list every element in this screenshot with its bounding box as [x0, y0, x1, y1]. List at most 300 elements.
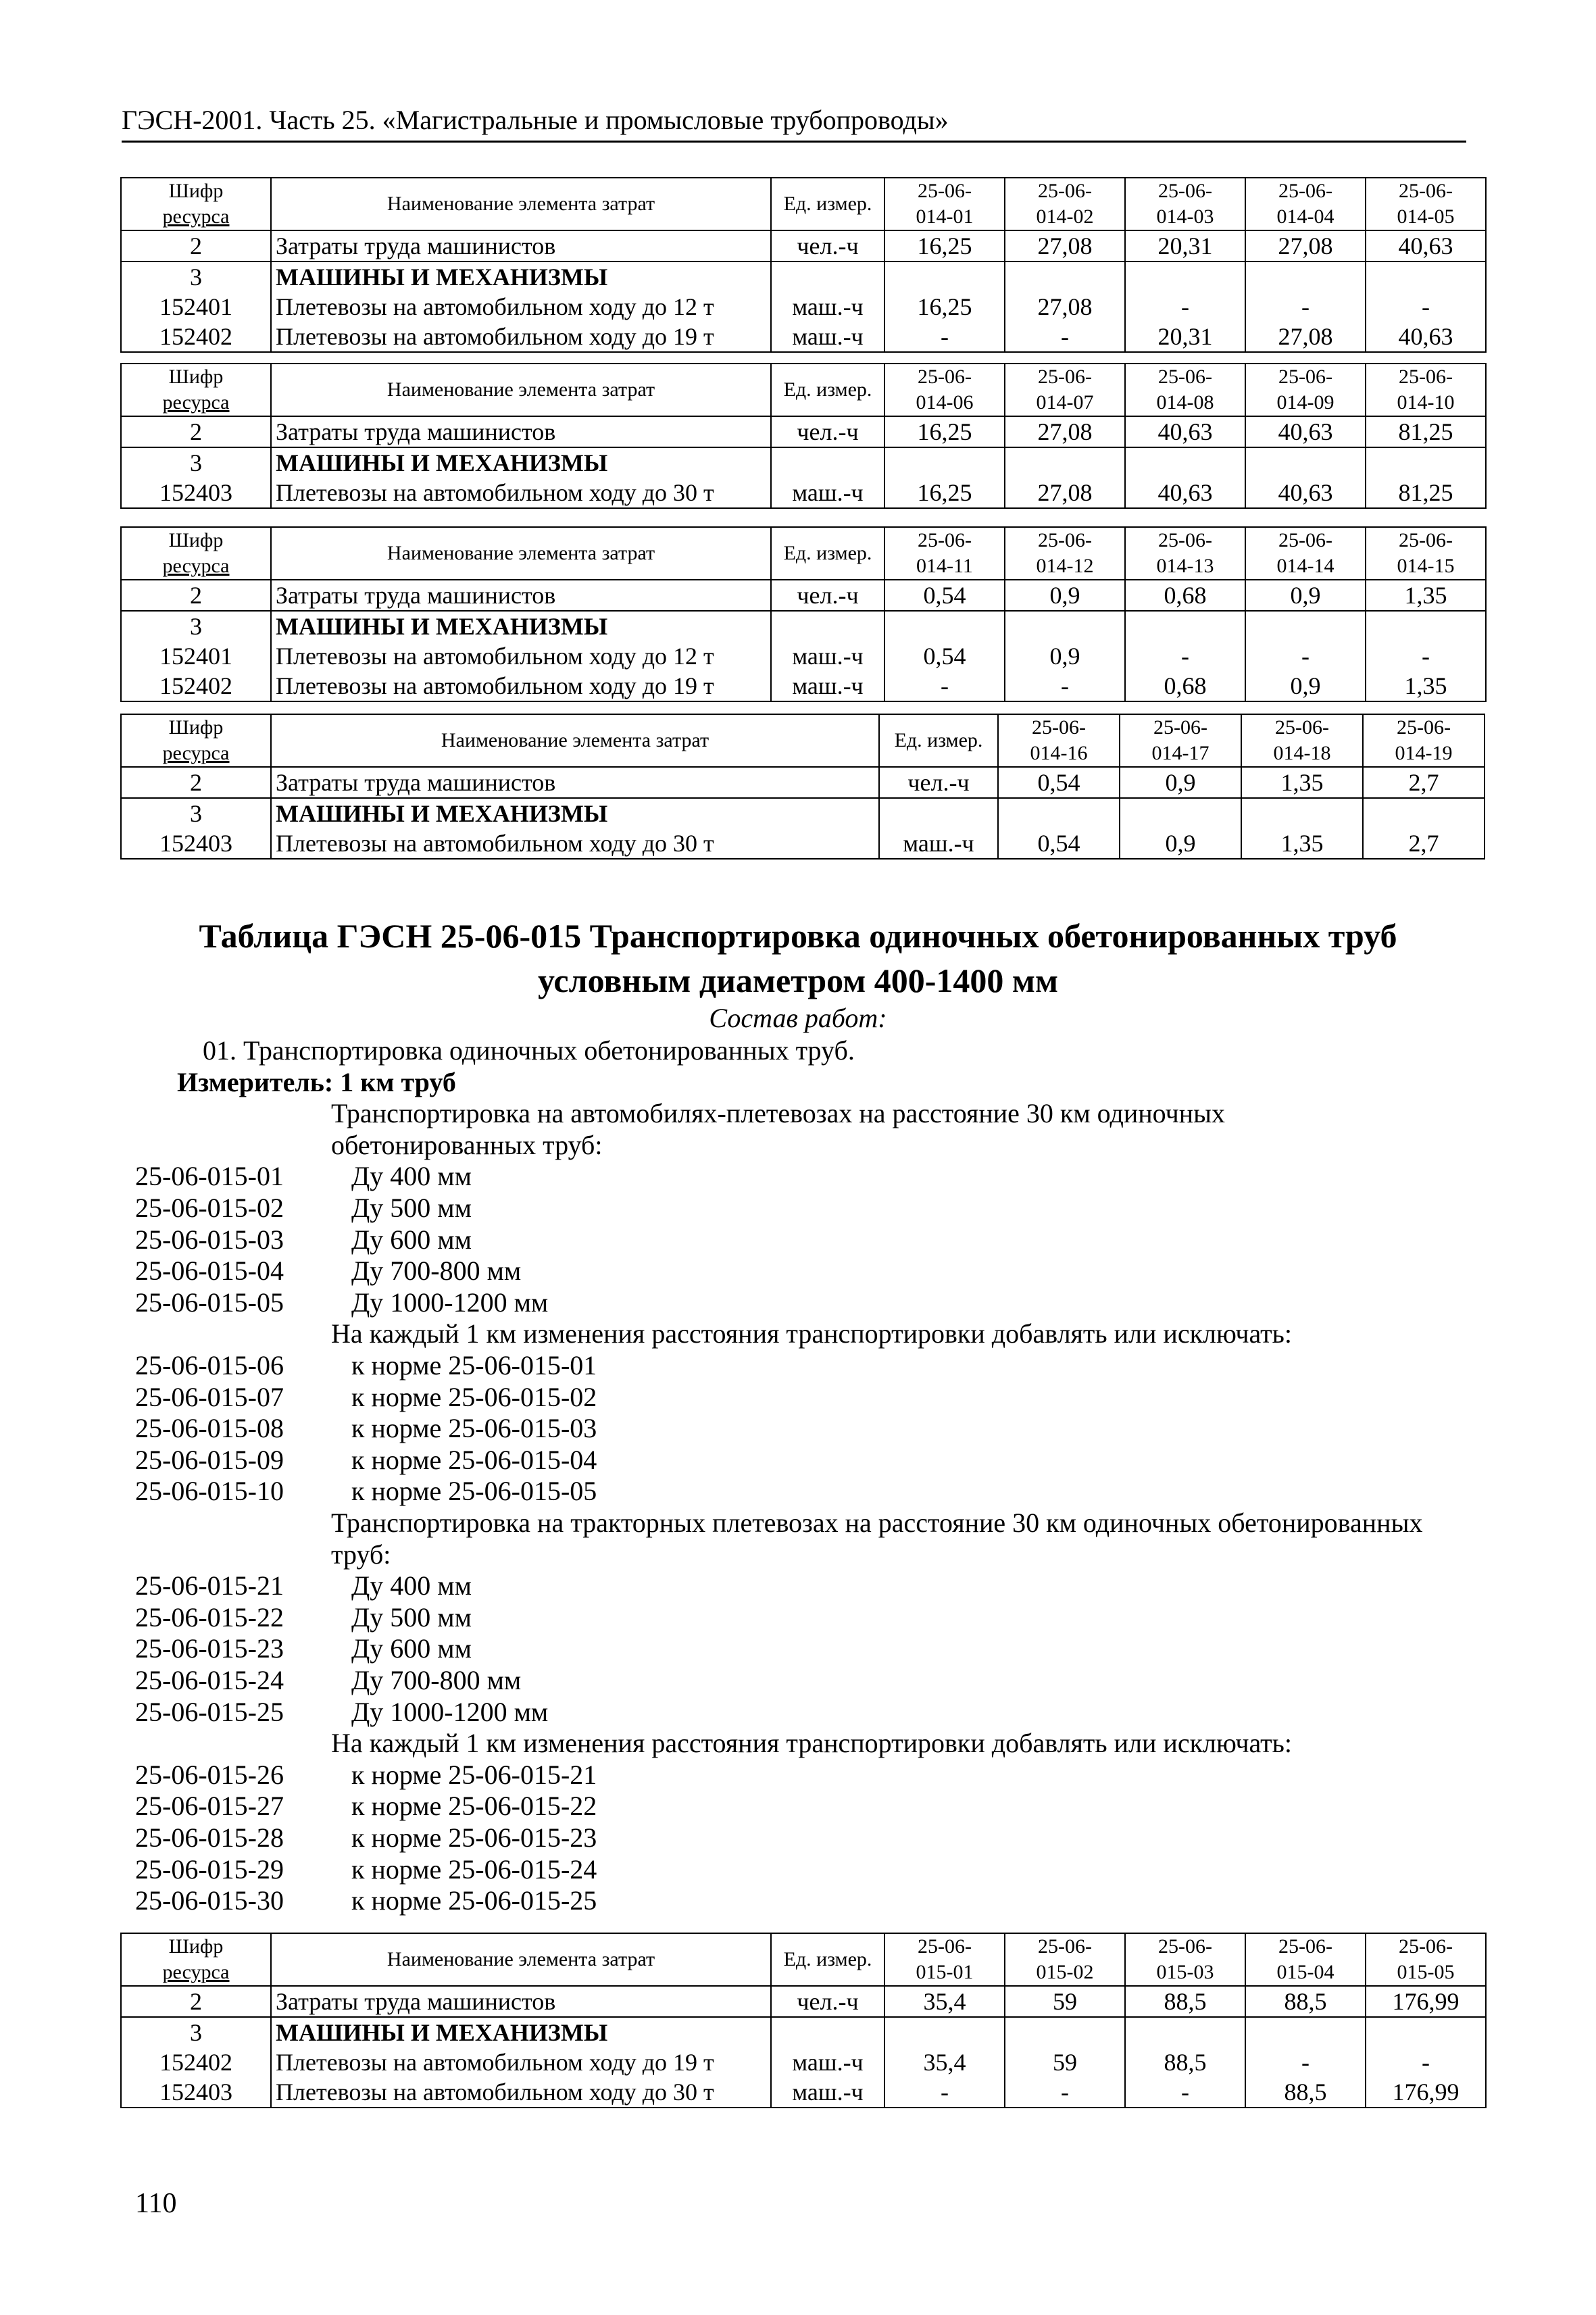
header-norm-code [1125, 1933, 1245, 1986]
header-norm-code [1363, 714, 1485, 767]
norm-code-line: 25-06- [1158, 180, 1212, 202]
norm-code-line: 25-06- [1399, 180, 1453, 202]
resource-code: 152403 [121, 2077, 271, 2108]
norm-code-line: 25-06- [1038, 1935, 1092, 1958]
norm-value: 27,08 [1245, 230, 1366, 262]
element-name: Плетевозы на автомобильном ходу до 30 т [271, 828, 879, 859]
norm-code-line: 014-05 [1397, 205, 1455, 228]
header-code-line: ресурса [162, 391, 230, 414]
header-norm-code [884, 527, 1005, 580]
element-name: МАШИНЫ И МЕХАНИЗМЫ [271, 2017, 771, 2047]
norm-code-line: 25-06- [1038, 180, 1092, 202]
norm-code-line: 25-06- [918, 180, 972, 202]
machine-row [121, 322, 1486, 352]
unit: чел.-ч [771, 1986, 884, 2017]
norm-description: к норме 25-06-015-02 [351, 1381, 597, 1412]
group-intro: На каждый 1 км изменения расстояния транспортировки добавлять или исключать: [331, 1728, 1293, 1759]
norm-code-line: 014-09 [1276, 391, 1335, 414]
norm-value: 16,25 [884, 478, 1005, 508]
work-composition-heading: Состав работ: [709, 1003, 887, 1033]
header-resource-code [121, 714, 271, 767]
norm-code: 25-06-015-09 [135, 1444, 284, 1475]
machine-row [121, 2077, 1486, 2108]
norm-value: 40,63 [1245, 478, 1366, 508]
norm-value: 0,9 [1120, 828, 1241, 859]
norm-value: - [884, 322, 1005, 352]
element-name: Плетевозы на автомобильном ходу до 12 т [271, 641, 771, 671]
norm-value [1366, 611, 1486, 641]
resource-code: 3 [121, 262, 271, 292]
group-intro: обетонированных труб: [331, 1129, 603, 1160]
norm-code: 25-06-015-06 [135, 1350, 284, 1380]
norm-value [1363, 798, 1485, 828]
header-norm-code [1366, 178, 1486, 230]
norm-value: - [1366, 292, 1486, 322]
header-element-name: Наименование элемента затрат [271, 527, 771, 580]
header-resource-code [121, 178, 271, 230]
norm-value: 59 [1005, 2047, 1125, 2077]
norm-value: - [1245, 2047, 1366, 2077]
section-title [0, 914, 1596, 1003]
unit [771, 262, 884, 292]
unit: маш.-ч [771, 641, 884, 671]
header-code-line: Шифр [168, 366, 224, 388]
norm-code-line: 014-16 [1030, 742, 1088, 764]
header-unit: Ед. измер. [771, 178, 884, 230]
resource-code: 152402 [121, 671, 271, 701]
header-unit: Ед. измер. [879, 714, 998, 767]
norm-value [1245, 611, 1366, 641]
header-norm-code [1245, 178, 1366, 230]
header-norm-code [1245, 527, 1366, 580]
element-name: Плетевозы на автомобильном ходу до 19 т [271, 671, 771, 701]
resource-code: 152403 [121, 828, 271, 859]
norm-value: 0,9 [1245, 580, 1366, 611]
norm-code-line: 014-01 [916, 205, 974, 228]
norm-code-line: 014-04 [1276, 205, 1335, 228]
machine-row [121, 671, 1486, 701]
unit [771, 2017, 884, 2047]
table-header-row [121, 364, 1486, 416]
norm-code-line: 25-06- [1399, 529, 1453, 551]
element-name: Плетевозы на автомобильном ходу до 30 т [271, 2077, 771, 2108]
norm-code-line: 014-10 [1397, 391, 1455, 414]
norm-value: 88,5 [1125, 1986, 1245, 2017]
norm-value: 35,4 [884, 1986, 1005, 2017]
norm-code-line: 25-06- [1278, 529, 1332, 551]
norm-code-line: 015-03 [1156, 1961, 1214, 1983]
norm-value [1245, 262, 1366, 292]
norm-code: 25-06-015-21 [135, 1570, 284, 1601]
norm-code: 25-06-015-10 [135, 1476, 284, 1507]
resource-table [120, 714, 1485, 860]
norm-code: 25-06-015-22 [135, 1601, 284, 1633]
norm-code: 25-06-015-30 [135, 1885, 284, 1916]
norm-value: 27,08 [1005, 478, 1125, 508]
norm-code-line: 25-06- [918, 529, 972, 551]
header-norm-code [884, 178, 1005, 230]
norm-value: 1,35 [1366, 671, 1486, 701]
header-norm-code [1120, 714, 1241, 767]
norm-value: - [1125, 641, 1245, 671]
norm-value: 40,63 [1245, 416, 1366, 447]
norm-description: к норме 25-06-015-23 [351, 1822, 597, 1853]
resource-table [120, 1933, 1487, 2108]
norm-value: 40,63 [1125, 416, 1245, 447]
norm-code-line: 015-02 [1036, 1961, 1094, 1983]
element-name: МАШИНЫ И МЕХАНИЗМЫ [271, 262, 771, 292]
norm-description: Ду 400 мм [351, 1570, 472, 1601]
header-norm-code [1245, 364, 1366, 416]
norm-code-line: 014-07 [1036, 391, 1094, 414]
norm-code-line: 25-06- [1278, 180, 1332, 202]
norm-value: - [1245, 292, 1366, 322]
element-name: Затраты труда машинистов [271, 230, 771, 262]
norm-value [1005, 447, 1125, 478]
table-header-row [121, 178, 1486, 230]
machine-row [121, 478, 1486, 508]
resource-code: 2 [121, 416, 271, 447]
norm-code-line: 25-06- [1399, 1935, 1453, 1958]
header-unit: Ед. измер. [771, 364, 884, 416]
resource-code: 152401 [121, 292, 271, 322]
header-code-line: ресурса [162, 555, 230, 577]
labor-row [121, 416, 1486, 447]
section-row [121, 798, 1485, 828]
norm-description: к норме 25-06-015-25 [351, 1885, 597, 1916]
norm-value: 88,5 [1245, 1986, 1366, 2017]
header-norm-code [1005, 527, 1125, 580]
header-norm-code [1125, 527, 1245, 580]
unit: маш.-ч [771, 2047, 884, 2077]
norm-value: 176,99 [1366, 2077, 1486, 2108]
norm-code-line: 015-01 [916, 1961, 974, 1983]
work-item: 01. Транспортировка одиночных обетонированных труб. [203, 1035, 855, 1066]
element-name: Затраты труда машинистов [271, 1986, 771, 2017]
table-header-row [121, 714, 1485, 767]
norm-code-line: 25-06- [918, 1935, 972, 1958]
norm-value: - [884, 671, 1005, 701]
norm-value [1241, 798, 1363, 828]
norm-code-line: 014-11 [916, 555, 973, 577]
norm-code-line: 014-19 [1395, 742, 1453, 764]
norm-code-line: 25-06- [1153, 716, 1207, 739]
norm-code: 25-06-015-04 [135, 1255, 284, 1287]
norm-value: 2,7 [1363, 828, 1485, 859]
norm-value [1125, 2017, 1245, 2047]
header-norm-code [1366, 1933, 1486, 1986]
norm-value: - [1005, 2077, 1125, 2108]
header-code-line: Шифр [168, 716, 224, 739]
resource-code: 2 [121, 767, 271, 798]
resource-table [120, 177, 1487, 353]
norm-value: 0,54 [884, 641, 1005, 671]
norm-code: 25-06-015-23 [135, 1633, 284, 1664]
header-unit: Ед. измер. [771, 1933, 884, 1986]
norm-code-line: 014-06 [916, 391, 974, 414]
norm-value: - [1005, 322, 1125, 352]
norm-value: 0,68 [1125, 671, 1245, 701]
header-norm-code [1366, 364, 1486, 416]
norm-description: к норме 25-06-015-01 [351, 1350, 597, 1380]
resource-code: 152402 [121, 322, 271, 352]
section-title-line-1: Таблица ГЭСН 25-06-015 Транспортировка одиночных обетонированных труб [199, 917, 1397, 955]
norm-value [1366, 262, 1486, 292]
machine-row [121, 828, 1485, 859]
norm-value [1366, 447, 1486, 478]
norm-value: - [1125, 292, 1245, 322]
unit: чел.-ч [879, 767, 998, 798]
norm-value [884, 262, 1005, 292]
machine-row [121, 292, 1486, 322]
norm-code-line: 25-06- [918, 366, 972, 388]
norm-value: 1,35 [1241, 767, 1363, 798]
group-intro: На каждый 1 км изменения расстояния транспортировки добавлять или исключать: [331, 1318, 1293, 1349]
norm-description: Ду 1000-1200 мм [351, 1287, 549, 1318]
norm-description: к норме 25-06-015-05 [351, 1476, 597, 1507]
header-code-line: Шифр [168, 1935, 224, 1958]
section-title-line-2: условным диаметром 400-1400 мм [537, 962, 1059, 999]
norm-value: 0,9 [1120, 767, 1241, 798]
norm-description: Ду 400 мм [351, 1161, 472, 1192]
norm-value [884, 447, 1005, 478]
group-intro: Транспортировка на тракторных плетевозах на расстояние 30 км одиночных обетонированных [331, 1508, 1423, 1538]
norm-code-line: 25-06- [1158, 1935, 1212, 1958]
norm-code-line: 014-14 [1276, 555, 1335, 577]
unit: маш.-ч [771, 292, 884, 322]
norm-value: 81,25 [1366, 478, 1486, 508]
header-code-line: Шифр [168, 180, 224, 202]
norm-value: 88,5 [1125, 2047, 1245, 2077]
header-element-name: Наименование элемента затрат [271, 364, 771, 416]
norm-value: 0,9 [1245, 671, 1366, 701]
norm-code: 25-06-015-26 [135, 1759, 284, 1790]
norm-code-line: 25-06- [1038, 366, 1092, 388]
norm-code-line: 25-06- [1278, 366, 1332, 388]
header-norm-code [1241, 714, 1363, 767]
header-code-line: ресурса [162, 1961, 230, 1983]
resource-code: 152403 [121, 478, 271, 508]
resource-code: 3 [121, 2017, 271, 2047]
norm-value: 0,9 [1005, 641, 1125, 671]
header-norm-code [1005, 364, 1125, 416]
element-name: МАШИНЫ И МЕХАНИЗМЫ [271, 447, 771, 478]
norm-value: 20,31 [1125, 322, 1245, 352]
section-row [121, 611, 1486, 641]
norm-value: 35,4 [884, 2047, 1005, 2077]
norm-description: Ду 700-800 мм [351, 1255, 522, 1287]
norm-value: 16,25 [884, 292, 1005, 322]
norm-value: 1,35 [1241, 828, 1363, 859]
norm-code-line: 014-03 [1156, 205, 1214, 228]
header-norm-code [1005, 1933, 1125, 1986]
norm-value: 20,31 [1125, 230, 1245, 262]
unit: маш.-ч [771, 322, 884, 352]
norm-value: 0,68 [1125, 580, 1245, 611]
unit: чел.-ч [771, 580, 884, 611]
norm-description: Ду 500 мм [351, 1601, 472, 1633]
element-name: Затраты труда машинистов [271, 416, 771, 447]
norm-code-line: 014-13 [1156, 555, 1214, 577]
norm-code-line: 25-06- [1399, 366, 1453, 388]
labor-row [121, 580, 1486, 611]
group-intro: труб: [331, 1539, 391, 1570]
norm-code: 25-06-015-03 [135, 1224, 284, 1255]
norm-code: 25-06-015-08 [135, 1413, 284, 1444]
norm-value [1120, 798, 1241, 828]
norm-value: 16,25 [884, 230, 1005, 262]
norm-code: 25-06-015-24 [135, 1665, 284, 1695]
section-row [121, 447, 1486, 478]
resource-table [120, 363, 1487, 509]
norm-description: Ду 600 мм [351, 1633, 472, 1664]
norm-value: 1,35 [1366, 580, 1486, 611]
norm-code: 25-06-015-27 [135, 1791, 284, 1822]
norm-value: 81,25 [1366, 416, 1486, 447]
norm-description: к норме 25-06-015-21 [351, 1759, 597, 1790]
header-resource-code [121, 527, 271, 580]
unit: маш.-ч [879, 828, 998, 859]
norm-value: 27,08 [1005, 416, 1125, 447]
norm-value: 40,63 [1366, 230, 1486, 262]
element-name: МАШИНЫ И МЕХАНИЗМЫ [271, 798, 879, 828]
norm-code: 25-06-015-05 [135, 1287, 284, 1318]
norm-code-line: 014-02 [1036, 205, 1094, 228]
norm-code: 25-06-015-07 [135, 1381, 284, 1412]
header-unit: Ед. измер. [771, 527, 884, 580]
header-norm-code [1005, 178, 1125, 230]
norm-code-line: 014-17 [1151, 742, 1210, 764]
unit: маш.-ч [771, 671, 884, 701]
element-name: Плетевозы на автомобильном ходу до 12 т [271, 292, 771, 322]
unit [771, 611, 884, 641]
unit: чел.-ч [771, 416, 884, 447]
header-norm-code [998, 714, 1120, 767]
norm-code-line: 015-05 [1397, 1961, 1455, 1983]
resource-table [120, 526, 1487, 702]
norm-value: - [1366, 641, 1486, 671]
norm-code-line: 25-06- [1032, 716, 1086, 739]
resource-code: 2 [121, 580, 271, 611]
resource-code: 152402 [121, 2047, 271, 2077]
header-norm-code [884, 1933, 1005, 1986]
norm-code-line: 25-06- [1038, 529, 1092, 551]
machine-row [121, 641, 1486, 671]
norm-value [1125, 611, 1245, 641]
norm-value [1245, 447, 1366, 478]
norm-code: 25-06-015-25 [135, 1696, 284, 1727]
header-norm-code [1125, 364, 1245, 416]
page-header: ГЭСН-2001. Часть 25. «Магистральные и промысловые трубопроводы» [122, 101, 1466, 143]
norm-description: Ду 500 мм [351, 1193, 472, 1223]
header-code-line: ресурса [162, 205, 230, 228]
unit [879, 798, 998, 828]
header-code-line: ресурса [162, 742, 230, 764]
resource-code: 152401 [121, 641, 271, 671]
norm-value: 0,54 [998, 828, 1120, 859]
unit [771, 447, 884, 478]
norm-description: к норме 25-06-015-22 [351, 1791, 597, 1822]
header-element-name: Наименование элемента затрат [271, 1933, 771, 1986]
table-header-row [121, 527, 1486, 580]
norm-value: 0,54 [998, 767, 1120, 798]
norm-description: к норме 25-06-015-24 [351, 1853, 597, 1885]
machine-row [121, 2047, 1486, 2077]
norm-value: 16,25 [884, 416, 1005, 447]
header-resource-code [121, 1933, 271, 1986]
section-row [121, 262, 1486, 292]
norm-value [1005, 611, 1125, 641]
norm-code: 25-06-015-28 [135, 1822, 284, 1853]
norm-value: 40,63 [1125, 478, 1245, 508]
norm-value: 176,99 [1366, 1986, 1486, 2017]
norm-code-line: 25-06- [1397, 716, 1451, 739]
norm-code-line: 25-06- [1158, 529, 1212, 551]
norm-value: 27,08 [1005, 292, 1125, 322]
norm-code: 25-06-015-02 [135, 1193, 284, 1223]
norm-value [998, 798, 1120, 828]
resource-code: 3 [121, 447, 271, 478]
element-name: Затраты труда машинистов [271, 580, 771, 611]
header-resource-code [121, 364, 271, 416]
norm-code-line: 25-06- [1275, 716, 1329, 739]
labor-row [121, 767, 1485, 798]
header-element-name: Наименование элемента затрат [271, 714, 879, 767]
norm-value [1125, 447, 1245, 478]
norm-value: - [1125, 2077, 1245, 2108]
resource-code: 2 [121, 230, 271, 262]
labor-row [121, 230, 1486, 262]
measure-unit: Измеритель: 1 км труб [177, 1066, 456, 1097]
labor-row [121, 1986, 1486, 2017]
norm-value [1005, 2017, 1125, 2047]
element-name: МАШИНЫ И МЕХАНИЗМЫ [271, 611, 771, 641]
norm-description: к норме 25-06-015-03 [351, 1413, 597, 1444]
norm-description: Ду 1000-1200 мм [351, 1696, 549, 1727]
norm-code: 25-06-015-01 [135, 1161, 284, 1192]
unit: маш.-ч [771, 478, 884, 508]
norm-value [1005, 262, 1125, 292]
page-number: 110 [135, 2188, 177, 2219]
table-header-row [121, 1933, 1486, 1986]
norm-value: - [1005, 671, 1125, 701]
element-name: Плетевозы на автомобильном ходу до 30 т [271, 478, 771, 508]
norm-value: 40,63 [1366, 322, 1486, 352]
norm-description: к норме 25-06-015-04 [351, 1444, 597, 1475]
element-name: Плетевозы на автомобильном ходу до 19 т [271, 322, 771, 352]
norm-code-line: 014-12 [1036, 555, 1094, 577]
header-norm-code [1125, 178, 1245, 230]
header-code-line: Шифр [168, 529, 224, 551]
resource-code: 3 [121, 611, 271, 641]
norm-value: 0,9 [1005, 580, 1125, 611]
group-intro: Транспортировка на автомобилях-плетевозах на расстояние 30 км одиночных [331, 1098, 1226, 1129]
norm-code-line: 25-06- [1278, 1935, 1332, 1958]
norm-description: Ду 600 мм [351, 1224, 472, 1255]
norm-code-line: 015-04 [1276, 1961, 1335, 1983]
norm-code-line: 25-06- [1158, 366, 1212, 388]
norm-code: 25-06-015-29 [135, 1853, 284, 1885]
element-name: Плетевозы на автомобильном ходу до 19 т [271, 2047, 771, 2077]
header-norm-code [1366, 527, 1486, 580]
norm-value: 0,54 [884, 580, 1005, 611]
norm-code-line: 014-18 [1273, 742, 1331, 764]
resource-code: 2 [121, 1986, 271, 2017]
element-name: Затраты труда машинистов [271, 767, 879, 798]
norm-code-line: 014-15 [1397, 555, 1455, 577]
unit: чел.-ч [771, 230, 884, 262]
norm-value: - [884, 2077, 1005, 2108]
